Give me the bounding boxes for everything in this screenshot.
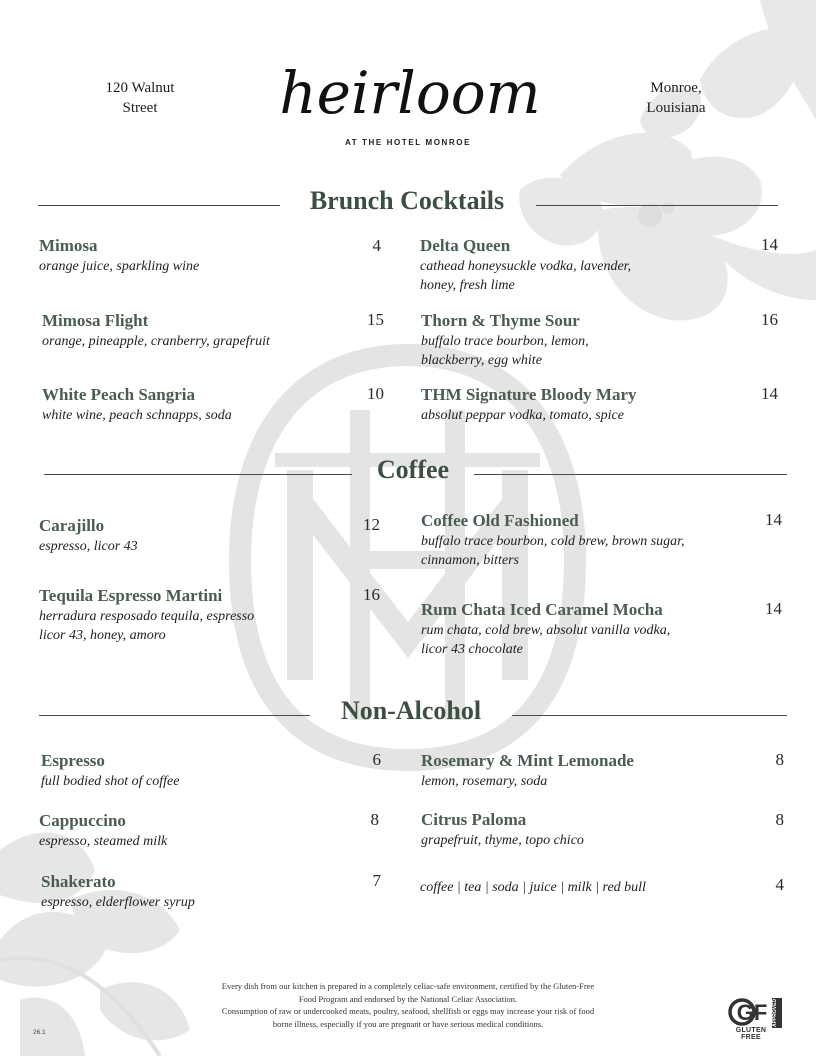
item-name: Thorn & Thyme Sour [421, 311, 580, 330]
item-desc: espresso, elderflower syrup [41, 895, 195, 910]
item-price: 14 [761, 384, 778, 403]
section-rule [474, 474, 787, 475]
footer-disclaimer [170, 980, 646, 1030]
menu-item [39, 515, 138, 556]
item-name: Mimosa Flight [42, 311, 149, 330]
menu-item [421, 384, 637, 425]
svg-text:GF: GF [736, 1000, 768, 1025]
section-rule [38, 205, 280, 206]
gf-approved-label: APPROVED [772, 998, 782, 1028]
address-city [628, 78, 724, 118]
item-desc: full bodied shot of coffee [41, 774, 180, 789]
address-line: Monroe, [650, 80, 702, 96]
item-desc: herradura resposado tequila, espresso [39, 609, 255, 624]
gf-logo-icon [726, 996, 772, 1028]
item-name: White Peach Sangria [42, 385, 195, 404]
item-desc: espresso, licor 43 [39, 539, 138, 554]
item-price: 8 [370, 810, 379, 829]
item-desc: blackberry, egg white [421, 353, 542, 368]
section-title-brunch: Brunch Cocktails [309, 186, 505, 215]
item-name: THM Signature Bloody Mary [421, 385, 637, 404]
item-name: Espresso [41, 751, 105, 770]
item-price: 16 [761, 310, 778, 329]
item-desc: licor 43 chocolate [421, 642, 523, 657]
item-price: 16 [363, 585, 380, 604]
menu-item [421, 750, 634, 791]
menu-item [39, 585, 254, 645]
item-desc: lemon, rosemary, soda [421, 774, 548, 789]
menu-item [421, 310, 589, 370]
item-desc: cathead honeysuckle vodka, lavender, [420, 259, 632, 274]
section-rule [536, 205, 778, 206]
item-name: Coffee Old Fashioned [421, 511, 579, 530]
footer-line: Consumption of raw or undercooked meats, poultry, seafood, shellfish or eggs may increase your risk of food [221, 1006, 595, 1016]
item-desc: orange, pineapple, cranberry, grapefruit [42, 334, 270, 349]
item-price: 10 [367, 384, 384, 403]
svg-text:heirloom: heirloom [279, 59, 541, 127]
item-desc: white wine, peach schnapps, soda [42, 408, 232, 423]
item-price: 8 [775, 750, 784, 769]
logo-subtitle: AT THE HOTEL MONROE [344, 138, 472, 147]
menu-item [421, 809, 584, 850]
item-price: 14 [765, 599, 782, 618]
menu-item [41, 750, 179, 791]
item-price: 4 [372, 236, 381, 255]
address-line: Louisiana [646, 100, 706, 116]
item-price: 15 [367, 310, 384, 329]
item-desc: grapefruit, thyme, topo chico [421, 833, 584, 848]
item-name: Rosemary & Mint Lemonade [421, 751, 634, 770]
section-title-coffee: Coffee [376, 455, 450, 484]
item-name: Tequila Espresso Martini [39, 586, 223, 605]
item-desc: espresso, steamed milk [39, 834, 168, 849]
section-rule [39, 715, 310, 716]
item-name: Mimosa [39, 236, 98, 255]
address-line: Street [122, 100, 158, 116]
item-price: 8 [775, 810, 784, 829]
menu-item [41, 871, 195, 912]
item-price: 7 [372, 871, 381, 890]
item-price: 4 [775, 875, 784, 894]
item-name: Cappuccino [39, 811, 126, 830]
menu-item [39, 235, 199, 276]
menu-item [421, 599, 670, 659]
footer-line: Every dish from our kitchen is prepared in a completely celiac-safe environment, certified by the Gluten-Free [221, 981, 595, 991]
item-name: Citrus Paloma [421, 810, 527, 829]
item-desc: coffee | tea | soda | juice | milk | red bull [420, 880, 646, 895]
section-rule [44, 474, 352, 475]
item-name: Shakerato [41, 872, 116, 891]
menu-item [420, 235, 631, 295]
address-line: 120 Walnut [105, 80, 175, 96]
item-desc: honey, fresh lime [420, 278, 515, 293]
item-price: 14 [765, 510, 782, 529]
menu-item [42, 384, 232, 425]
item-desc: absolut peppar vodka, tomato, spice [421, 408, 624, 423]
gluten-free-badge [726, 996, 784, 1041]
item-name: Carajillo [39, 516, 105, 535]
item-price: 6 [372, 750, 381, 769]
item-desc: cinnamon, bitters [421, 553, 519, 568]
footer-line: Food Program and endorsed by the National Celiac Association. [298, 993, 518, 1004]
item-name: Rum Chata Iced Caramel Mocha [421, 600, 663, 619]
section-title-nonalcohol: Non-Alcohol [340, 696, 482, 725]
item-desc: buffalo trace bourbon, cold brew, brown sugar, [421, 534, 685, 549]
section-rule [512, 715, 787, 716]
heirloom-logo [279, 38, 541, 138]
version-number: 26.1 [33, 1029, 46, 1036]
address-street [90, 78, 190, 118]
item-desc: buffalo trace bourbon, lemon, [421, 334, 589, 349]
item-price: 14 [761, 235, 778, 254]
menu-item [39, 810, 167, 851]
item-desc: orange juice, sparkling wine [39, 259, 200, 274]
menu-item [421, 510, 685, 570]
gf-label: GLUTEN FREE [735, 1027, 767, 1041]
item-desc: licor 43, honey, amoro [39, 628, 166, 643]
menu-item [42, 310, 270, 351]
menu-item [420, 878, 646, 897]
item-price: 12 [363, 515, 380, 534]
footer-line: borne illness, especially if you are pregnant or have serious medical conditions. [272, 1018, 544, 1029]
item-desc: rum chata, cold brew, absolut vanilla vodka, [421, 623, 671, 638]
item-name: Delta Queen [420, 236, 511, 255]
